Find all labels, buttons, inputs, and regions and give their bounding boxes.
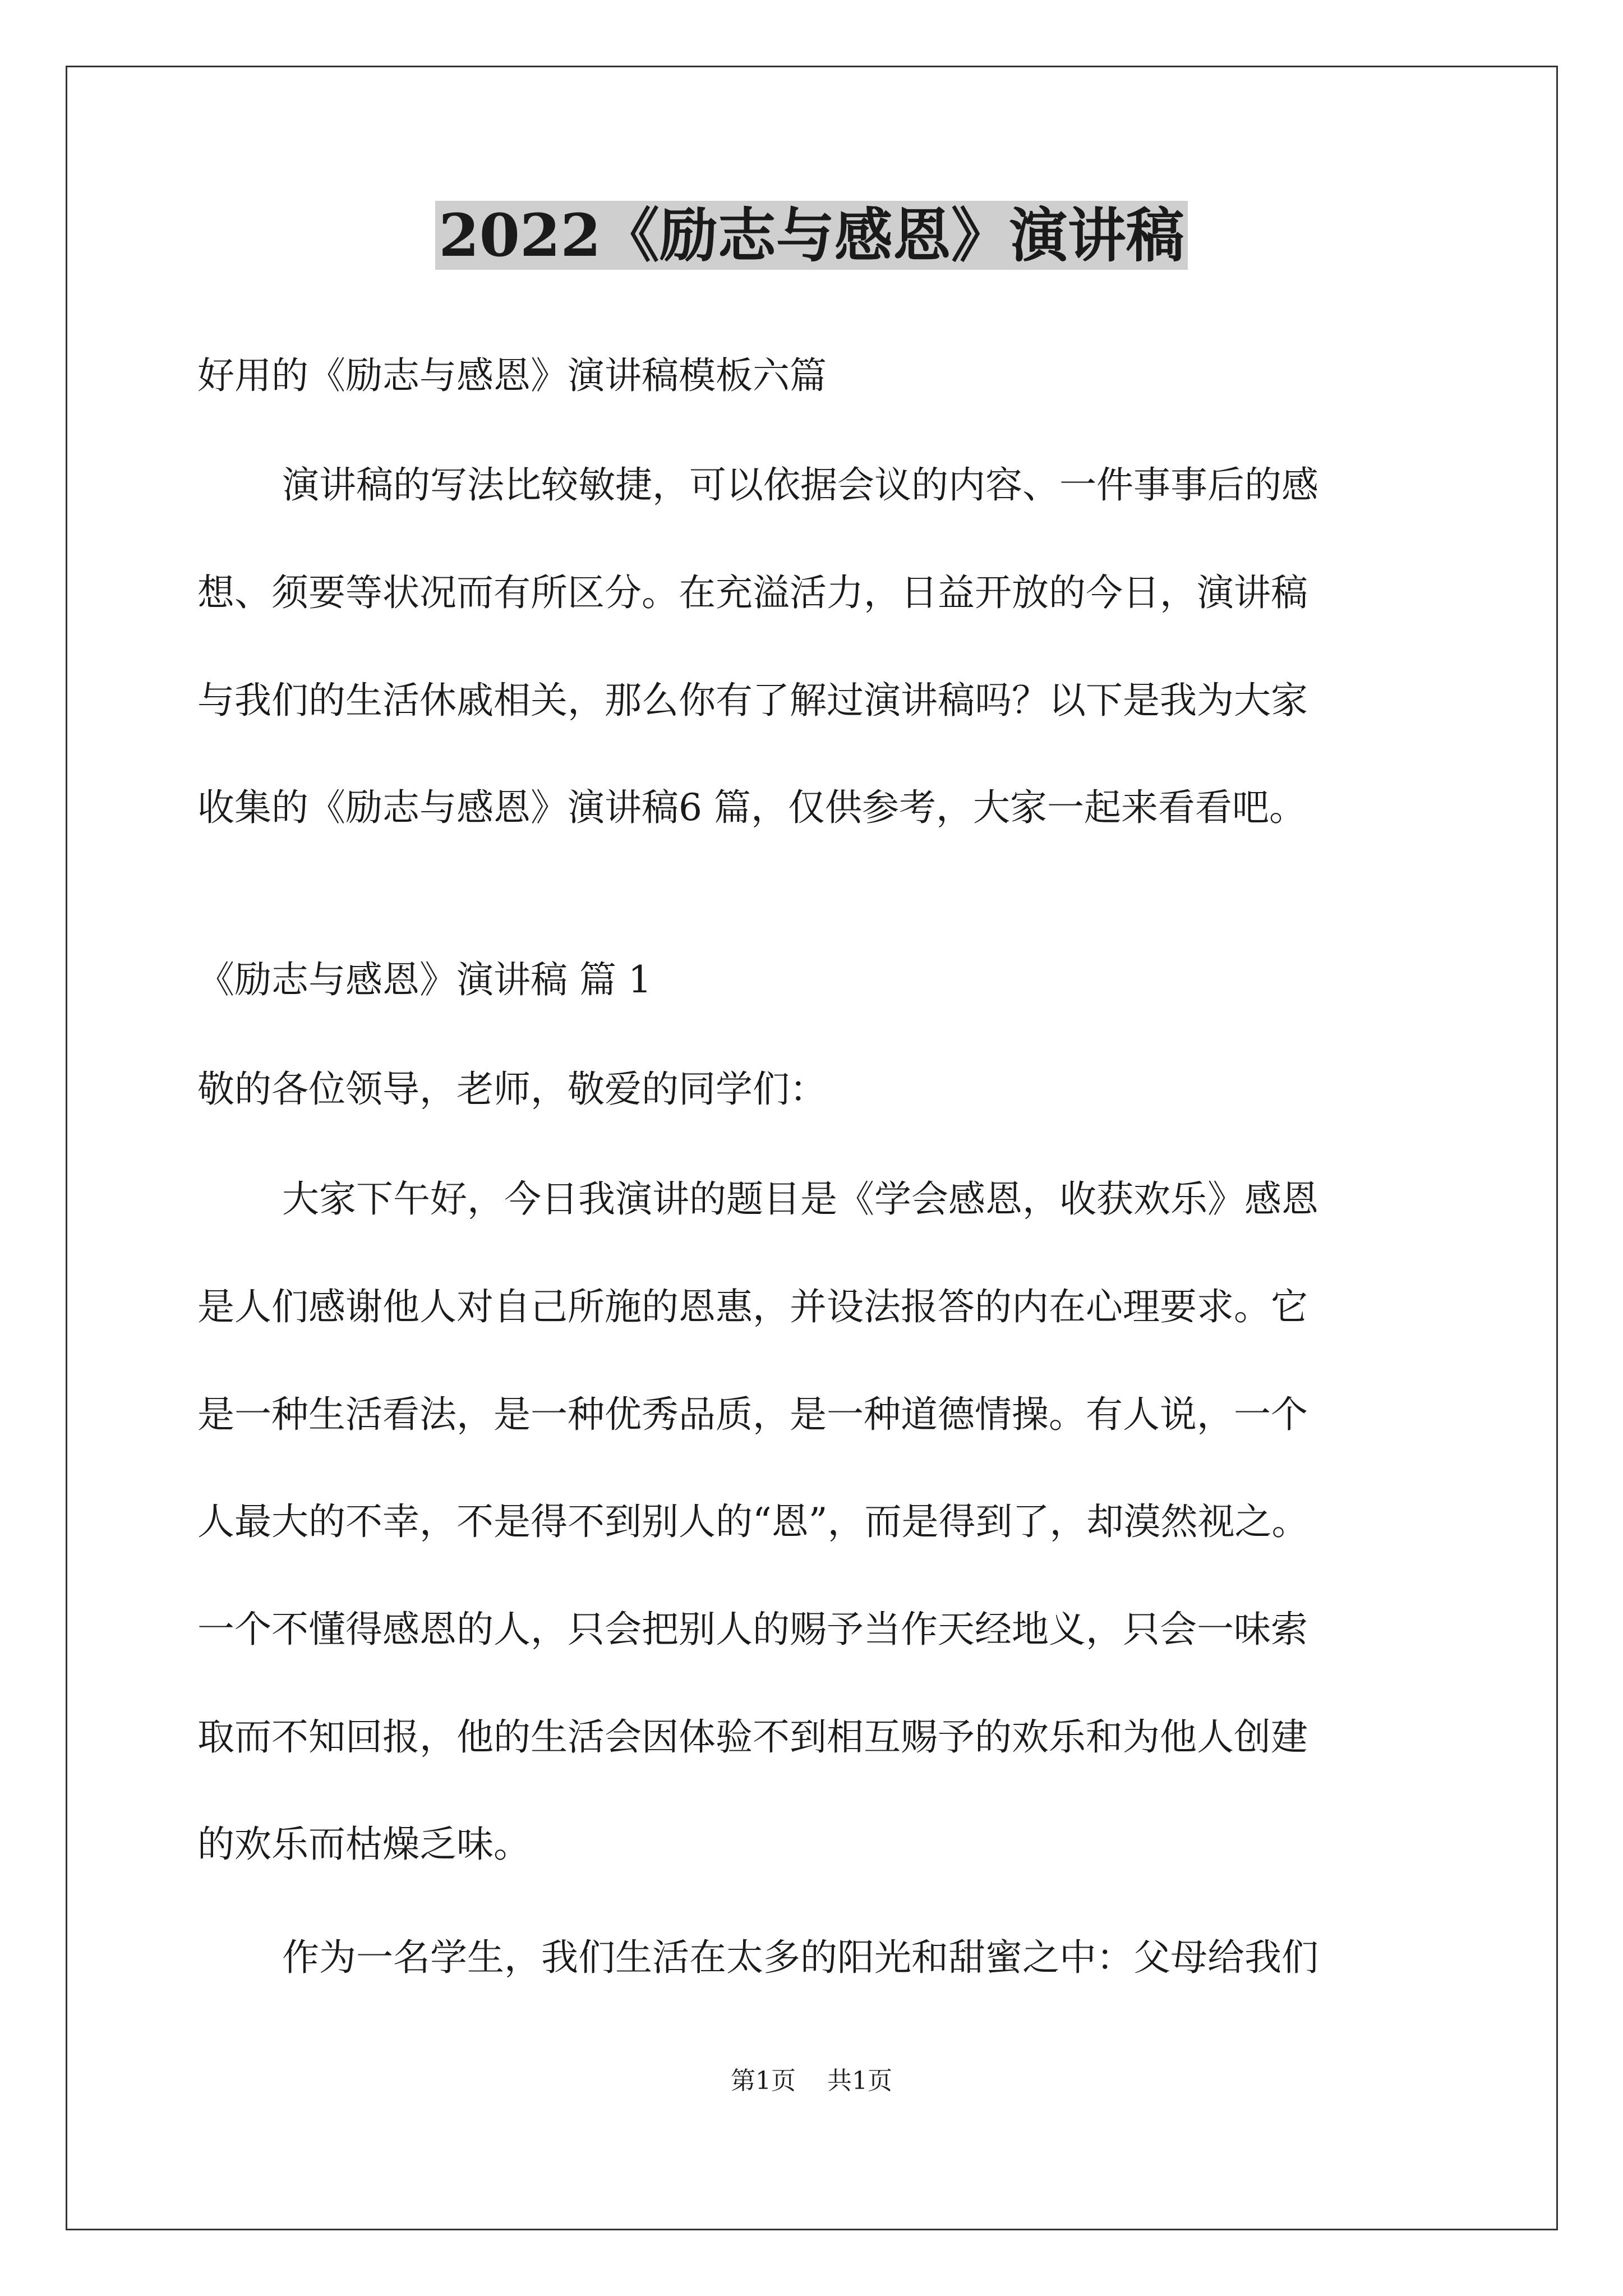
paragraph-1-line-3: 是一种生活看法，是一种优秀品质，是一种道德情操。有人说，一个 xyxy=(197,1393,1308,1436)
document-subtitle: 好用的《励志与感恩》演讲稿模板六篇 xyxy=(197,354,827,397)
salutation: 敬的各位领导，老师，敬爱的同学们： xyxy=(197,1068,827,1111)
intro-line-1: 演讲稿的写法比较敏捷，可以依据会议的内容、一件事事后的感 xyxy=(282,463,1318,507)
paragraph-1-line-2: 是人们感谢他人对自己所施的恩惠，并设法报答的内在心理要求。它 xyxy=(197,1285,1308,1328)
intro-line-2: 想、须要等状况而有所区分。在充溢活力，日益开放的今日，演讲稿 xyxy=(197,571,1308,614)
page-footer xyxy=(0,2062,1623,2101)
paragraph-1-line-5: 一个不懂得感恩的人，只会把别人的赐予当作天经地义，只会一味索 xyxy=(197,1608,1308,1651)
document-title-text: 2022《励志与感恩》演讲稿 xyxy=(435,201,1187,270)
section-heading: 《励志与感恩》演讲稿 篇 1 xyxy=(197,958,652,1001)
page-number: 第1页 xyxy=(731,2067,796,2095)
intro-line-3: 与我们的生活休戚相关，那么你有了解过演讲稿吗？以下是我为大家 xyxy=(197,679,1308,722)
page-total: 共1页 xyxy=(827,2067,892,2095)
paragraph-1-line-4: 人最大的不幸，不是得不到别人的“恩”，而是得到了，却漠然视之。 xyxy=(197,1500,1309,1543)
paragraph-1-line-6: 取而不知回报，他的生活会因体验不到相互赐予的欢乐和为他人创建 xyxy=(197,1715,1308,1759)
intro-line-4: 收集的《励志与感恩》演讲稿6 篇，仅供参考，大家一起来看看吧。 xyxy=(197,786,1306,829)
paragraph-1-line-1: 大家下午好，今日我演讲的题目是《学会感恩，收获欢乐》感恩 xyxy=(282,1177,1318,1221)
paragraph-1-line-7: 的欢乐而枯燥乏味。 xyxy=(197,1823,531,1866)
paragraph-2-line-1: 作为一名学生，我们生活在太多的阳光和甜蜜之中：父母给我们 xyxy=(282,1936,1318,1979)
document-title xyxy=(0,194,1623,278)
